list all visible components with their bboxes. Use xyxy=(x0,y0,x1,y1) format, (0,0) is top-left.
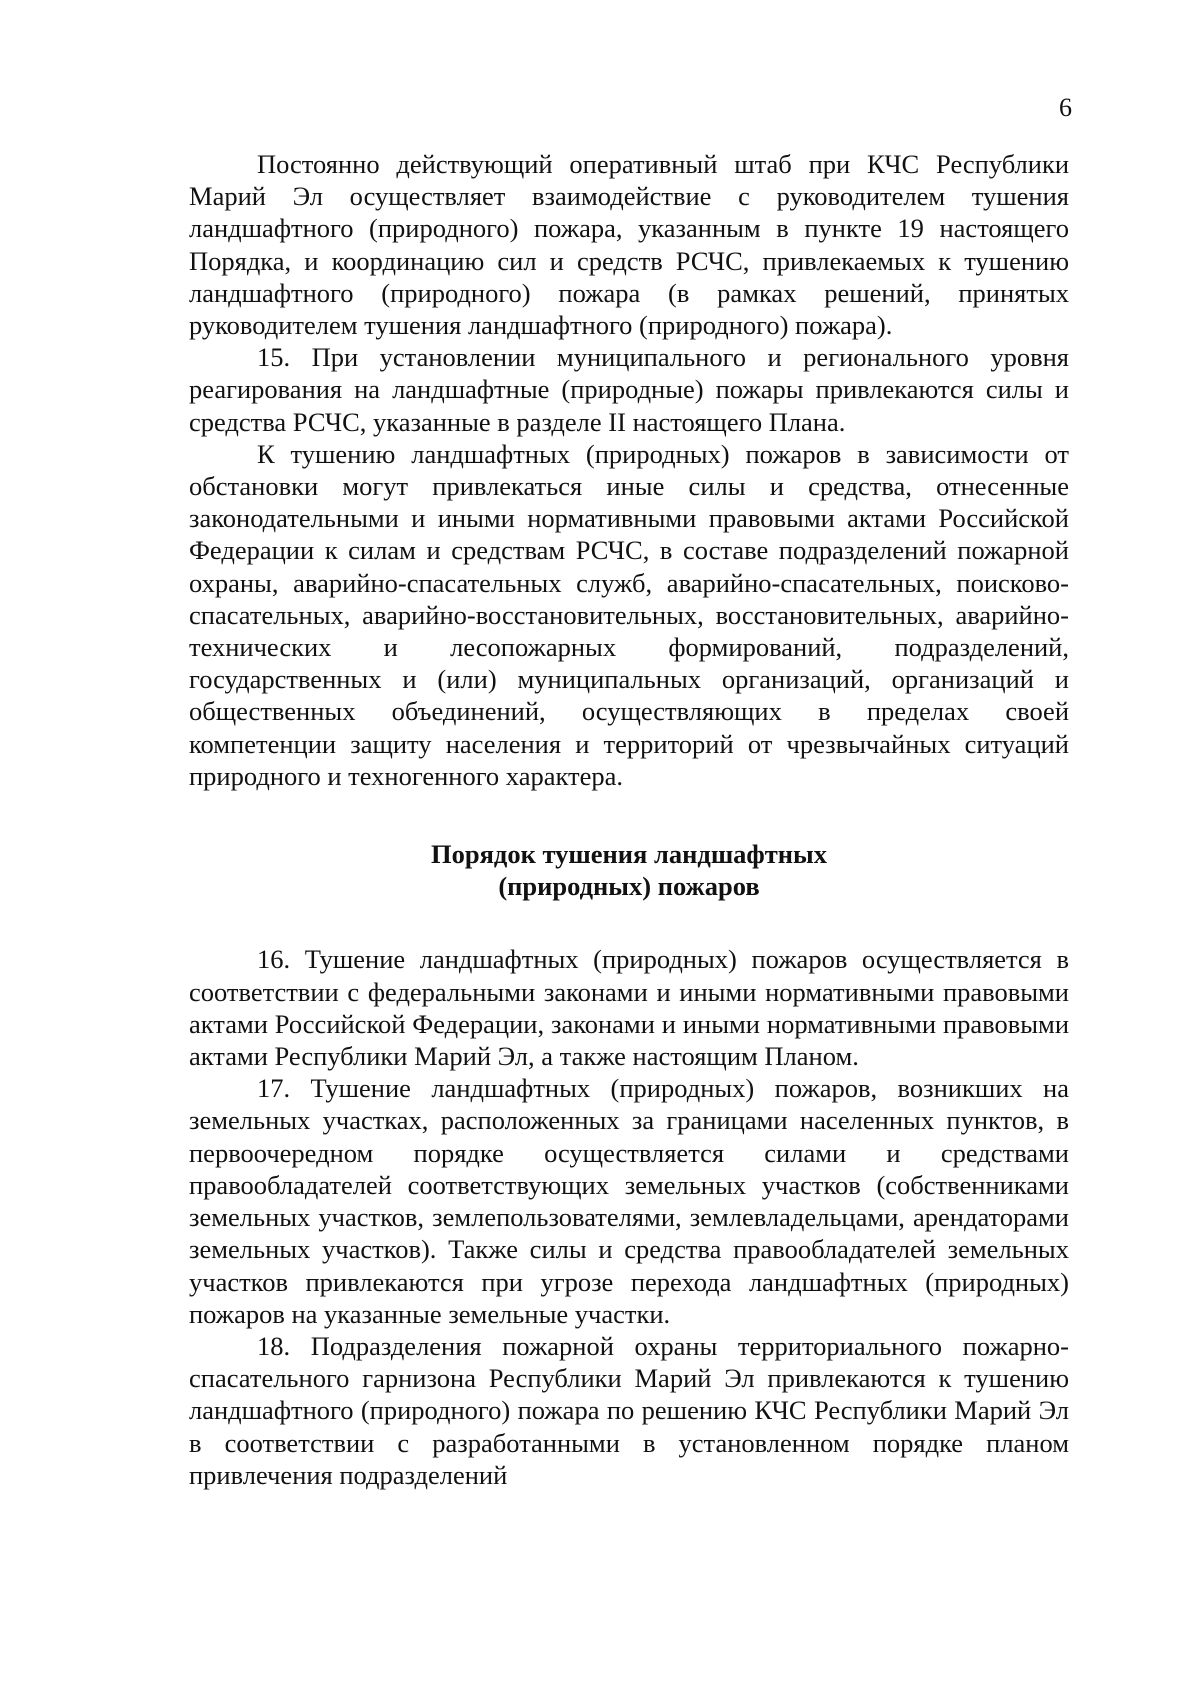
document-body xyxy=(189,148,1069,1491)
paragraph-17: 17. Тушение ландшафтных (природных) пожаров, возникших на земельных участках, расположенных за границами населенных пунктов, в первоочередном порядке осуществляется силами и средствами правообладателей соответствующих земельных участков (собственниками земельных участков, землепользователями, землевладельцами, арендаторами земельных участков). Также силы и средства правообладателей земельных участков привлекаются при угрозе перехода ландшафтных (природных) пожаров на указанные земельные участки. xyxy=(189,1073,1069,1329)
paragraph-16: 16. Тушение ландшафтных (природных) пожаров осуществляется в соответствии с федеральными законами и иными нормативными правовыми актами Российской Федерации, законами и иными нормативными правовыми актами Республики Марий Эл, а также настоящим Планом. xyxy=(189,944,1069,1072)
section-heading-line-2: (природных) пожаров xyxy=(498,871,760,902)
paragraph-18: 18. Подразделения пожарной охраны территориального пожарно-спасательного гарнизона Республики Марий Эл привлекаются к тушению ландшафтного (природного) пожара по решению КЧС Республики Марий Эл в соответствии с разработанными в установленном порядке планом привлечения подразделений xyxy=(189,1330,1069,1490)
paragraph-additional-forces: К тушению ландшафтных (природных) пожаров в зависимости от обстановки могут привлекаться иные силы и средства, отнесенные законодательными и иными нормативными правовыми актами Российской Федерации к силам и средствам РСЧС, в составе подразделений пожарной охраны, аварийно-спасательных служб, аварийно-спасательных, поисково-спасательных, аварийно-восстановительных, восстановительных, аварийно-технических и лесопожарных формирований, подразделений, государственных и (или) муниципальных организаций, организаций и общественных объединений, осуществляющих в пределах своей компетенции защиту населения и территорий от чрезвычайных ситуаций природного и техногенного характера. xyxy=(189,438,1069,791)
page-number: 6 xyxy=(1059,93,1072,122)
section-heading xyxy=(189,838,1069,902)
paragraph-hq-interaction: Постоянно действующий оперативный штаб при КЧС Республики Марий Эл осуществляет взаимодействие с руководителем тушения ландшафтного (природного) пожара, указанным в пункте 19 настоящего Порядка, и координацию сил и средств РСЧС, привлекаемых к тушению ландшафтного (природного) пожара (в рамках решений, принятых руководителем тушения ландшафтного (природного) пожара). xyxy=(189,149,1069,341)
paragraph-15: 15. При установлении муниципального и регионального уровня реагирования на ландшафтные (природные) пожары привлекаются силы и средства РСЧС, указанные в разделе II настоящего Плана. xyxy=(189,342,1069,437)
section-heading-line-1: Порядок тушения ландшафтных xyxy=(430,839,827,870)
